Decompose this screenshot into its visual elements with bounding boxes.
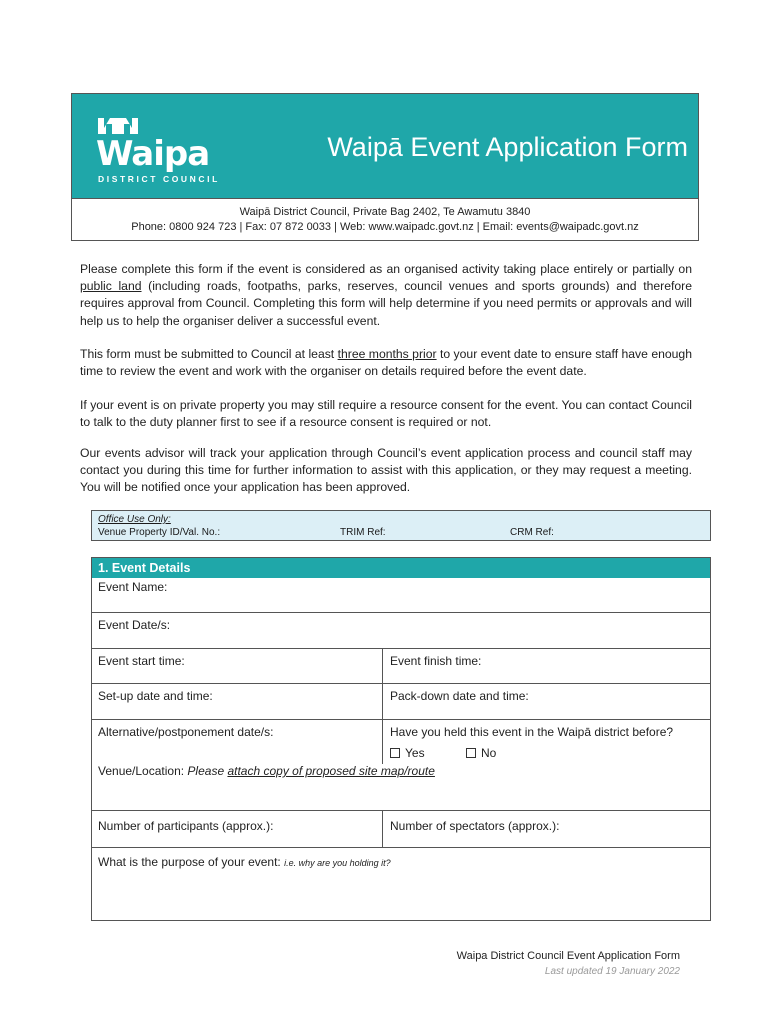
purpose-label: What is the purpose of your event: i.e. why are you holding it? — [98, 855, 391, 869]
no-checkbox[interactable] — [466, 748, 476, 758]
spectators-field[interactable]: Number of spectators (approx.): — [390, 819, 560, 833]
held-before-question: Have you held this event in the Waipā district before? — [390, 725, 674, 739]
venue-location-row[interactable] — [92, 764, 710, 810]
yes-checkbox[interactable] — [390, 748, 400, 758]
contact-address: Waipā District Council, Private Bag 2402, Te Awamutu 3840 — [239, 206, 531, 218]
contact-methods: Phone: 0800 924 723 | Fax: 07 872 0033 | Web: www.waipadc.govt.nz | Email: events@waipadc.govt.nz — [131, 221, 639, 233]
intro-paragraph-1: Please complete this form if the event is considered as an organised activity taking place entirely or partially on public land (including roads, footpaths, parks, reserves, council venues and sports grounds) and therefore requires approval from Council. Completing this form will help determine if you need permits or approvals and will help us to help the organiser deliver a successful event. — [80, 262, 692, 328]
participants-field[interactable]: Number of participants (approx.): — [98, 819, 274, 833]
event-dates-row[interactable] — [92, 612, 710, 648]
event-dates-label: Event Date/s: — [98, 618, 171, 632]
public-land-link[interactable]: public land — [80, 279, 142, 294]
packdown-date-field[interactable]: Pack-down date and time: — [390, 689, 529, 703]
setup-packdown-row — [92, 683, 710, 719]
three-months-emphasis: three months prior — [337, 347, 437, 361]
section-heading-event-details: 1. Event Details — [92, 558, 710, 578]
logo-subtitle: DISTRICT COUNCIL — [98, 174, 220, 184]
intro-paragraph-3: If your event is on private property you may still require a resource consent for the event. You can contact Council to talk to the duty planner first to see if a resource consent is required or not. — [80, 398, 692, 430]
event-name-row[interactable] — [92, 578, 710, 612]
setup-date-field[interactable]: Set-up date and time: — [98, 689, 213, 703]
intro-paragraph-4: Our events advisor will track your application through Council’s event application process and council staff may contact you during this time for further information to assist with this application, or they may request a meeting. You will be notified once your application has been approved. — [80, 446, 692, 495]
office-use-box — [91, 510, 711, 541]
crm-ref-field[interactable]: CRM Ref: — [510, 527, 554, 538]
council-logo — [96, 114, 220, 186]
venue-property-id-field[interactable]: Venue Property ID/Val. No.: — [98, 527, 221, 538]
intro-paragraph-2: This form must be submitted to Council at least three months prior to your event date to ensure staff have enough time to review the event and work with the organiser on details required before the event date. — [80, 347, 692, 379]
logo-wordmark: Waipa — [96, 134, 210, 174]
alternative-dates-row — [92, 719, 710, 764]
held-before-yes-option[interactable]: Yes — [390, 746, 425, 760]
event-name-label: Event Name: — [98, 580, 168, 594]
venue-location-label: Venue/Location: Please attach copy of proposed site map/route — [98, 764, 435, 778]
office-use-label: Office Use Only: — [98, 514, 171, 525]
site-map-note: attach copy of proposed site map/route — [227, 764, 435, 778]
footer-title: Waipa District Council Event Application Form — [456, 950, 680, 962]
held-before-no-option[interactable]: No — [466, 746, 496, 760]
event-times-row — [92, 648, 710, 683]
purpose-row[interactable] — [92, 847, 710, 920]
participants-row — [92, 810, 710, 847]
event-details-table — [91, 557, 711, 921]
trim-ref-field[interactable]: TRIM Ref: — [340, 527, 386, 538]
footer-updated-date: Last updated 19 January 2022 — [544, 966, 680, 977]
header-banner — [71, 93, 699, 199]
event-start-time-field[interactable]: Event start time: — [98, 654, 185, 668]
page-title: Waipā Event Application Form — [327, 132, 688, 162]
contact-details — [71, 199, 699, 241]
event-finish-time-field[interactable]: Event finish time: — [390, 654, 482, 668]
alternative-dates-field[interactable]: Alternative/postponement date/s: — [98, 725, 274, 739]
